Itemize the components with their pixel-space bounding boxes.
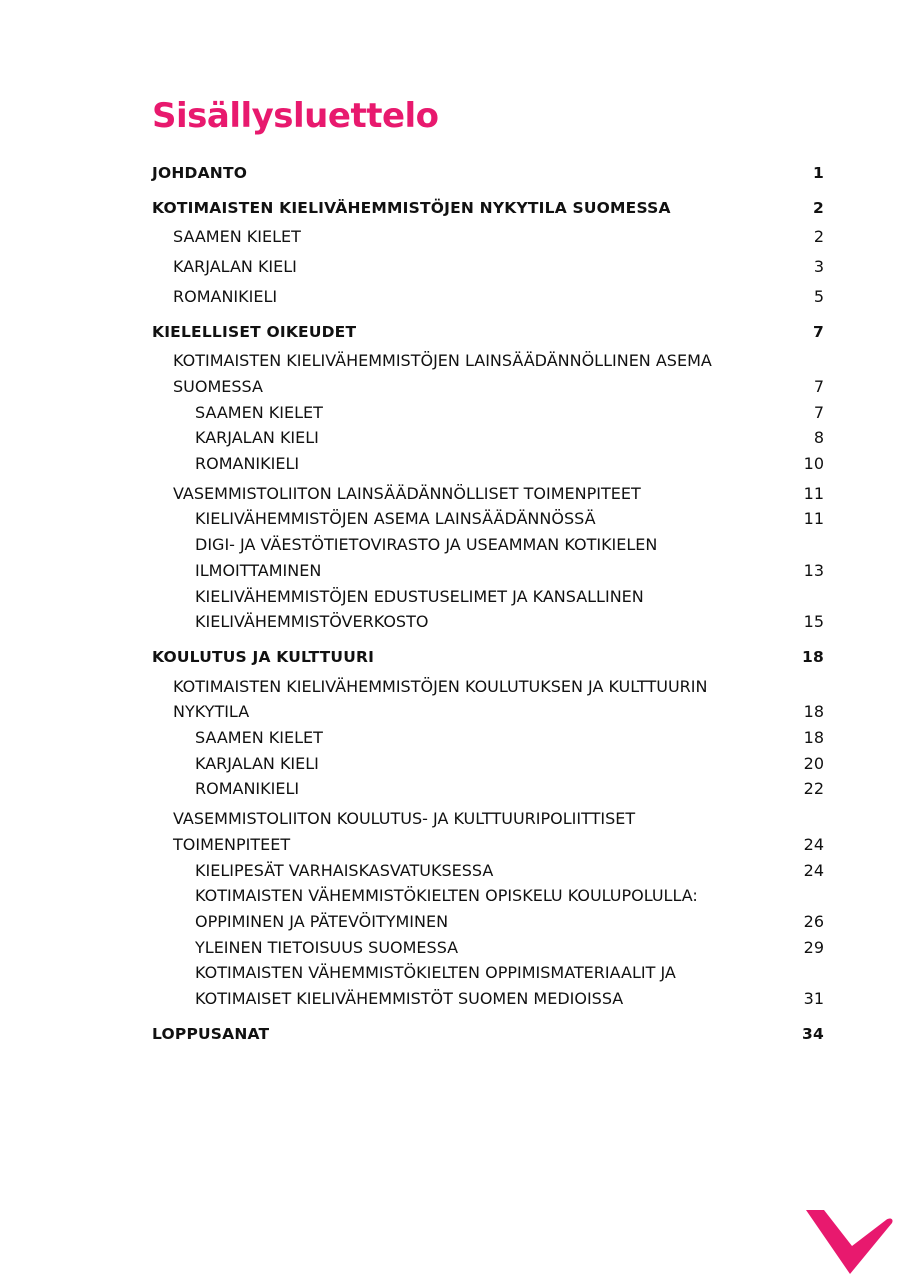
toc-page-number: 29 (803, 937, 824, 957)
toc-entry-title: KIELIVÄHEMMISTÖJEN EDUSTUSELIMET JA KANSALLINEN (195, 586, 644, 606)
toc-entry-title: KOTIMAISET KIELIVÄHEMMISTÖT SUOMEN MEDIOISSA (195, 988, 624, 1008)
toc-entry[interactable] (152, 224, 824, 250)
toc-page-number: 18 (802, 647, 824, 666)
toc-entry-title: VASEMMISTOLIITON KOULUTUS- JA KULTTUURIPOLIITTISET (173, 809, 636, 829)
toc-entry-title: VASEMMISTOLIITON LAINSÄÄDÄNNÖLLISET TOIMENPITEET (173, 483, 641, 503)
toc-page-number: 11 (803, 509, 824, 529)
toc-entry[interactable] (152, 935, 824, 961)
toc-entry-title: KARJALAN KIELI (195, 428, 319, 448)
v-mark-icon (800, 1202, 896, 1278)
toc-entry[interactable] (152, 348, 824, 399)
page-title: Sisällysluettelo (152, 96, 439, 136)
toc-page-number: 31 (803, 988, 824, 1008)
toc-entry[interactable] (152, 319, 824, 345)
toc-entry[interactable] (152, 532, 824, 583)
toc-entry-title: SAAMEN KIELET (195, 728, 323, 747)
toc-entry-title: KOTIMAISTEN KIELIVÄHEMMISTÖJEN KOULUTUKSEN JA KULTTUURIN (173, 676, 708, 696)
toc-page-number: 3 (813, 257, 824, 277)
toc-entry[interactable] (152, 858, 824, 884)
toc-entry-title: TOIMENPITEET (173, 834, 291, 854)
toc-entry[interactable] (152, 751, 824, 777)
toc-entry[interactable] (152, 674, 824, 725)
toc-entry-title: KOTIMAISTEN VÄHEMMISTÖKIELTEN OPISKELU KOULUPOLULLA: (195, 886, 698, 906)
toc-entry-title: SAAMEN KIELET (195, 402, 323, 422)
toc-page-number: 2 (813, 198, 824, 217)
toc-entry-title: ROMANIKIELI (173, 286, 278, 306)
toc-page-number: 10 (803, 454, 824, 473)
toc-page-number: 11 (803, 483, 824, 503)
toc-entry[interactable] (152, 883, 824, 934)
toc-page-number: 7 (813, 376, 824, 396)
toc-entry-title: ROMANIKIELI (195, 454, 300, 473)
toc-entry[interactable] (152, 425, 824, 451)
toc-entry[interactable] (152, 160, 824, 186)
toc-entry-title: SAAMEN KIELET (173, 227, 301, 247)
toc-entry[interactable] (152, 284, 824, 310)
toc-entry-title: ILMOITTAMINEN (195, 560, 322, 580)
toc-entry[interactable] (152, 451, 824, 477)
toc-page-number: 22 (803, 779, 824, 799)
toc-page-number: 26 (803, 911, 824, 931)
toc-page-number: 7 (813, 402, 824, 422)
toc-entry-title: KARJALAN KIELI (173, 257, 297, 277)
toc-page-number: 34 (802, 1024, 824, 1043)
toc-entry[interactable] (152, 644, 824, 670)
toc-entry[interactable] (152, 960, 824, 1011)
toc-page-number: 24 (803, 860, 824, 880)
toc-entry[interactable] (152, 776, 824, 802)
toc-page-number: 2 (813, 227, 824, 247)
toc-entry-title: KOULUTUS JA KULTTUURI (152, 647, 375, 666)
toc-page-number: 8 (813, 428, 824, 448)
toc-entry[interactable] (152, 584, 824, 635)
toc-entry[interactable] (152, 725, 824, 751)
toc-page-number: 1 (813, 164, 824, 182)
toc-entry-title: YLEINEN TIETOISUUS SUOMESSA (195, 937, 459, 957)
toc-entry-title: KOTIMAISTEN VÄHEMMISTÖKIELTEN OPPIMISMATERIAALIT JA (195, 963, 676, 983)
toc-entry-title: KOTIMAISTEN KIELIVÄHEMMISTÖJEN LAINSÄÄDÄNNÖLLINEN ASEMA (173, 351, 712, 371)
toc-page-number: 18 (803, 702, 824, 722)
toc-entry[interactable] (152, 254, 824, 280)
toc-page-number: 24 (803, 834, 824, 854)
toc-entry-title: KARJALAN KIELI (195, 753, 319, 773)
toc-entry[interactable] (152, 195, 824, 221)
toc-page-number: 20 (803, 753, 824, 773)
toc-entry-title: KIELIVÄHEMMISTÖVERKOSTO (195, 612, 429, 632)
toc-entry-title: KIELIPESÄT VARHAISKASVATUKSESSA (195, 860, 494, 880)
toc-page-number: 5 (813, 286, 824, 306)
toc-entry-title: DIGI- JA VÄESTÖTIETOVIRASTO JA USEAMMAN KOTIKIELEN (195, 535, 658, 555)
toc-page-number: 15 (803, 612, 824, 632)
toc-entry-title: SUOMESSA (173, 376, 263, 396)
toc-entry-title: ROMANIKIELI (195, 779, 300, 799)
toc-entry-title: OPPIMINEN JA PÄTEVÖITYMINEN (195, 911, 449, 931)
toc-entry[interactable] (152, 806, 824, 857)
toc-entry-title: NYKYTILA (173, 702, 250, 722)
toc-entry[interactable] (152, 1021, 824, 1047)
toc-entry-title: KIELIVÄHEMMISTÖJEN ASEMA LAINSÄÄDÄNNÖSSÄ (195, 509, 596, 529)
toc-entry[interactable] (152, 506, 824, 532)
toc-entry-title: JOHDANTO (152, 164, 248, 182)
toc-entry-title: LOPPUSANAT (152, 1024, 270, 1043)
toc-entry-title: KOTIMAISTEN KIELIVÄHEMMISTÖJEN NYKYTILA SUOMESSA (152, 198, 671, 217)
toc-entry[interactable] (152, 400, 824, 426)
toc-page-number: 18 (803, 728, 824, 747)
toc-entry[interactable] (152, 481, 824, 507)
toc-entry-title: KIELELLISET OIKEUDET (152, 322, 357, 341)
toc-page-number: 13 (803, 560, 824, 580)
toc-page-number: 7 (813, 322, 824, 341)
